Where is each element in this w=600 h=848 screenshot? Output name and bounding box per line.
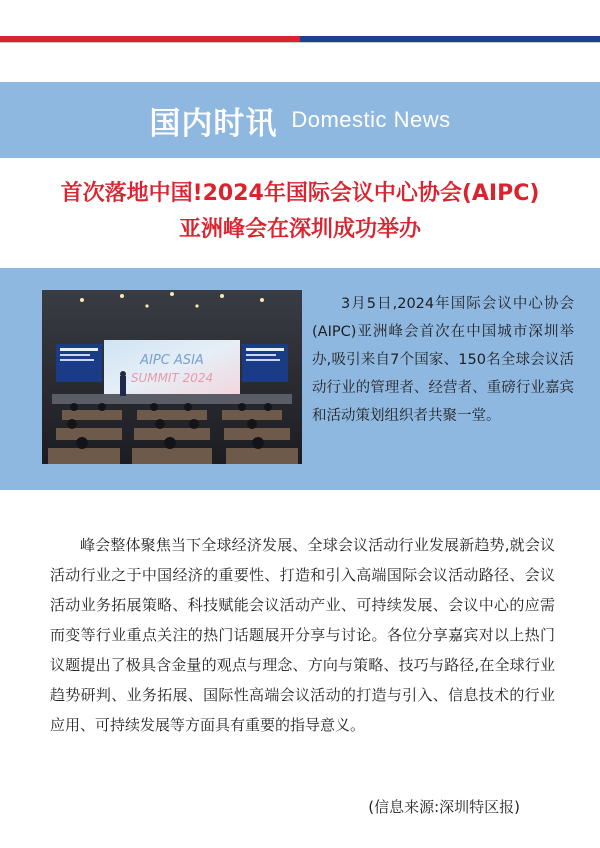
headline-line-1: 首次落地中国!2024年国际会议中心协会(AIPC) xyxy=(60,181,540,206)
lead-paragraph xyxy=(312,290,574,430)
lead-box xyxy=(0,268,600,490)
summit-photo xyxy=(42,290,302,464)
lead-text: 3月5日,2024年国际会议中心协会(AIPC)亚洲峰会首次在中国城市深圳举办,吸引来自7个国家、150名全球会议活动行业的管理者、经营者、重磅行业嘉宾和活动策划组织者共聚一堂。 xyxy=(312,296,574,424)
source-credit: (信息来源:深圳特区报) xyxy=(368,798,520,816)
headline-line-2: 亚洲峰会在深圳成功举办 xyxy=(178,217,421,242)
article-headline xyxy=(0,176,600,248)
section-title-cn: 国内时讯 xyxy=(149,105,278,142)
body-paragraph: 峰会整体聚焦当下全球经济发展、全球会议活动行业发展新趋势,就会议活动行业之于中国经济的重要性、打造和引入高端国际会议活动路径、会议活动业务拓展策略、科技赋能会议活动产业、可持续发展、会议中心的应需而变等行业重点关注的热门话题展开分享与讨论。各位分享嘉宾对以上热门议题提出了极具含金量的观点与理念、方向与策略、技巧与路径,在全球行业趋势研判、业务拓展、国际性高端会议活动的打造与引入、信息技术的行业应用、可持续发展等方面具有重要的指导意义。 xyxy=(50,536,555,734)
screen-text-1: AIPC ASIA xyxy=(140,353,204,368)
screen-text-2: SUMMIT 2024 xyxy=(130,371,214,385)
top-divider-thin xyxy=(0,42,600,43)
section-banner xyxy=(0,82,600,158)
section-title-en: Domestic News xyxy=(291,107,451,132)
top-divider xyxy=(0,36,600,42)
article-body xyxy=(50,530,555,740)
